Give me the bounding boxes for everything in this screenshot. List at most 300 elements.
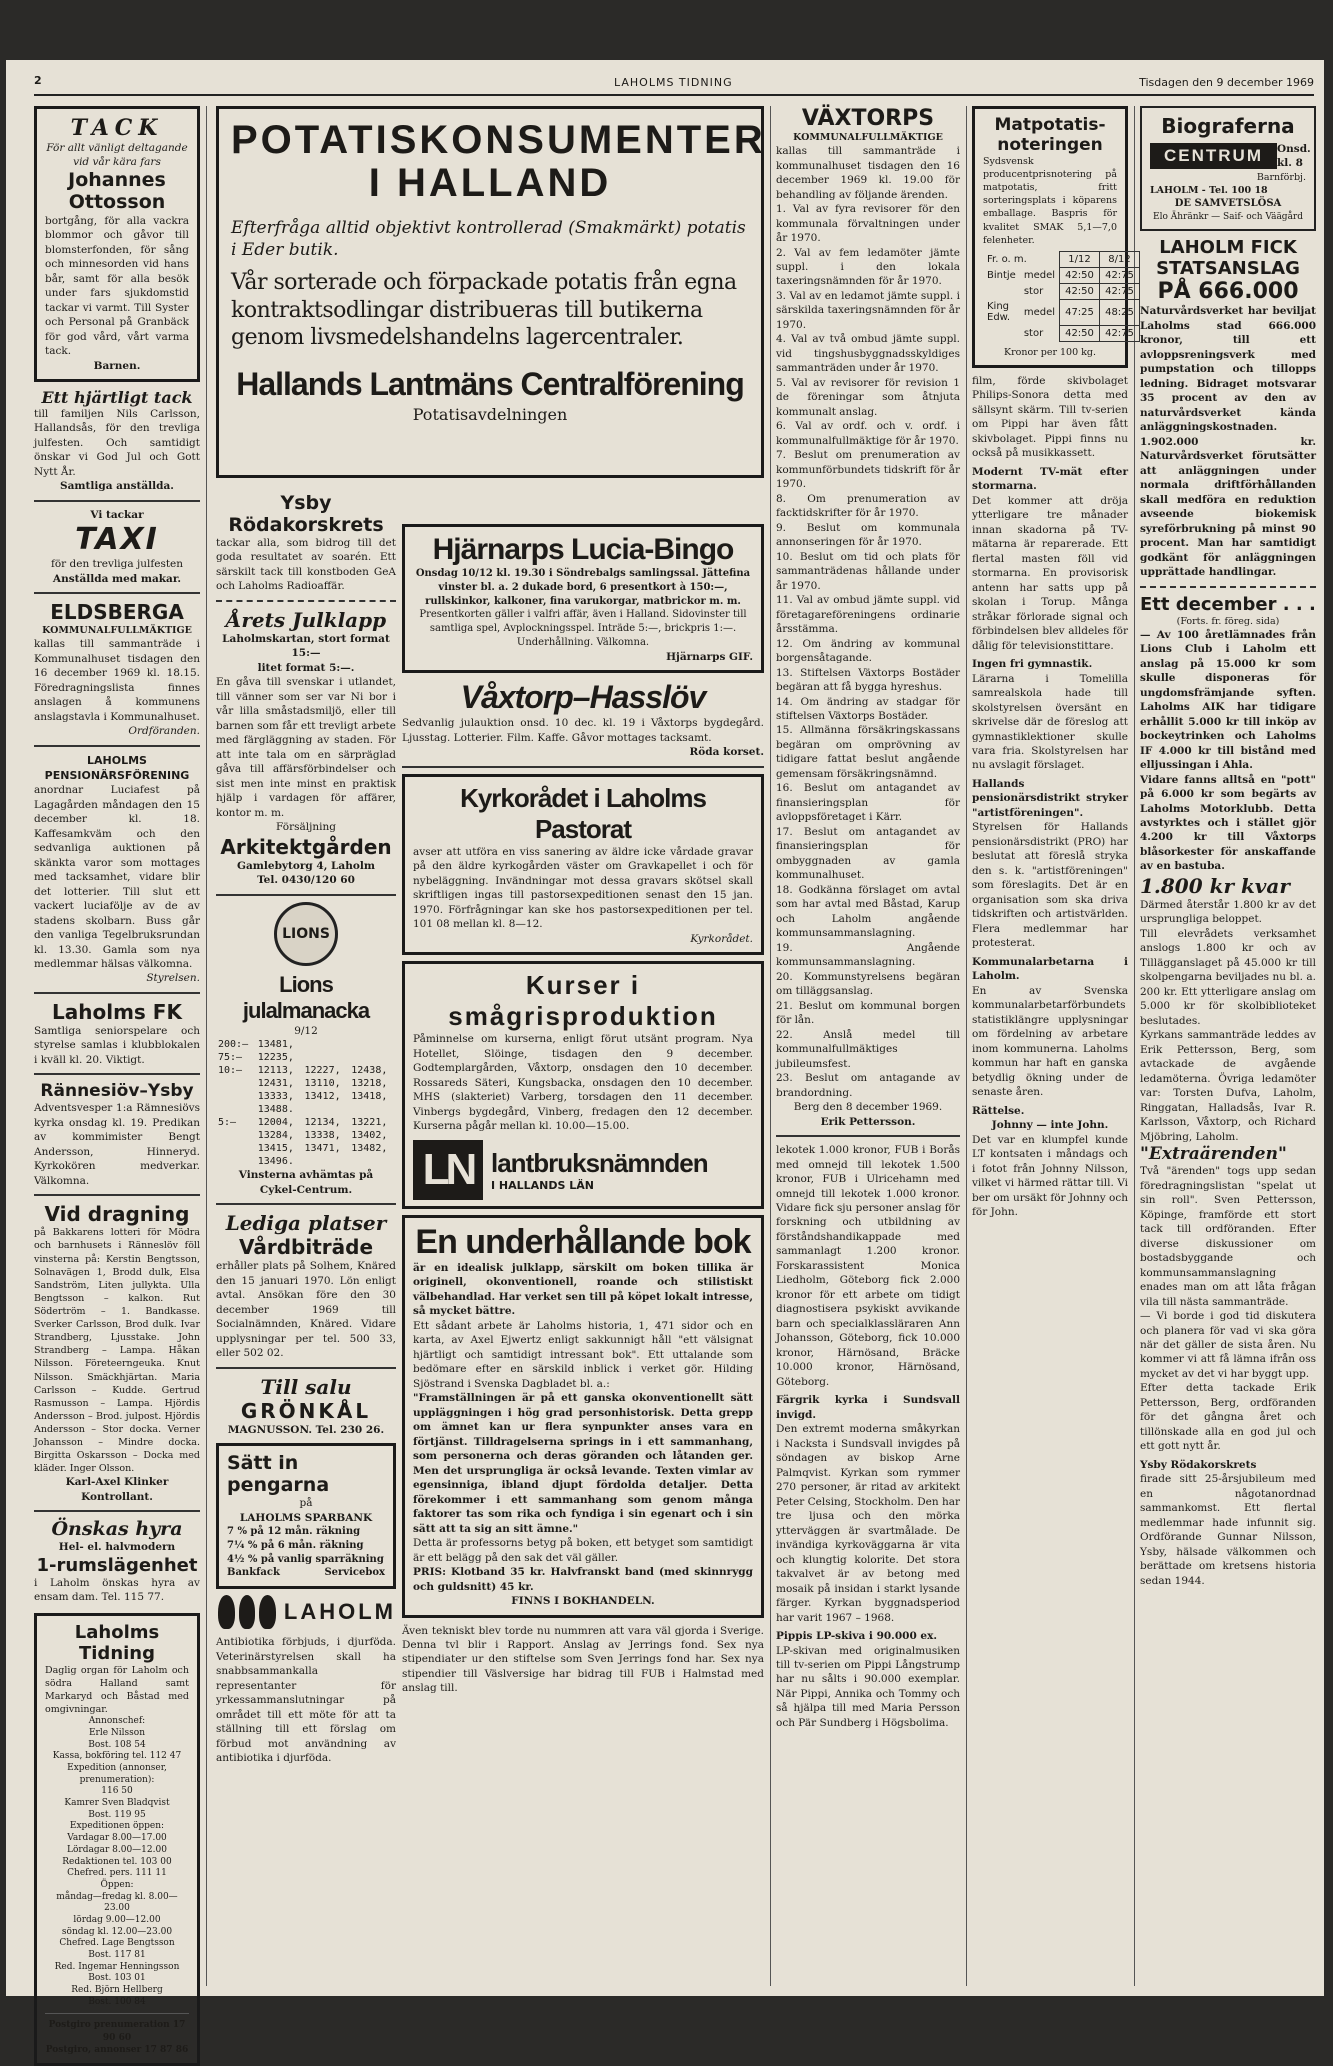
divider [216,894,396,896]
mat-foot: Kronor per 100 kg. [1003,346,1097,358]
divider [402,766,764,768]
table-cell: 13218, [351,1078,388,1090]
hjarnarps-ad [402,524,764,673]
lt-line: Annonschef: [88,1716,146,1727]
table-cell: Fr. o. m. [987,253,1027,265]
divider [34,745,200,747]
table-cell: 13412, [304,1091,341,1103]
pippi-title: Pippis LP-skiva i 90.000 ex. [776,1630,938,1643]
table-cell: 13415, [257,1143,294,1155]
ark-title: Arkitektgården [220,834,392,859]
rannesiov-title: Rännesiöv–Ysby [40,1081,194,1102]
ln-block [413,1140,753,1200]
tack-body: bortgång, för alla vackra blommor och gåvor till blomsterfonden, för sång och minnesorden vid hans bår, samt för alla besök under fars sjukdomstid tackar vi varmt. Till Syster och Personal på Granbäck för god vård, vårt varma tack. [45,214,189,358]
pension-body: anordnar Luciafest på Lagagården måndagen den 15 december kl. 18. Kaffesamkväm och den sedvanliga auktionen på skänkta varor som mottages med tacksamhet, vidare blir det lotterier. Till slut ett vackert luciafölje av de av stadens skolbarn. Buss går den vanliga Tegelbruksrundan kl. 13.30. Gamla som nya medlemmar hälsas välkomna. [34,784,200,970]
table-cell: 42:75 [1100,325,1140,341]
table-cell: 13418, [351,1091,388,1103]
potatis-title-1: POTATISKONSUMENTER [231,118,766,162]
tack-intro: För allt vänligt deltagande vid vår kära fars [46,142,188,169]
fick-title-1: LAHOLM FICK [1159,237,1297,259]
lions-foot-1: Vinsterna avhämtas på [238,1169,374,1182]
extra-body: Två "ärenden" togs upp sedan föredragningslistan "spelat ut sin roll". Sven Pettersson, Köpinge, framförde ett stort tack till ordföranden. Efter diverse diskussioner om bostadsbyggande och kommunsammanslagning enades man om att låta frågan vila till nästa sammanträde. [1140,1165,1316,1308]
list-item: 17. Beslut om antagandet av finansieringsplan för ombyggnaden av gamla kommunalhuset. [776,825,960,882]
jul-fors: Försäljning [276,821,336,834]
body-5: film, förde skivbolaget Philips-Sonora detta med sällsynt skärm. Till tv-serien om Pippi har även fått skivbolaget. Pippi finns nu också på musikkassett. [972,374,1128,460]
taxi-sign: Anställda med makar. [52,572,182,585]
table-row [216,1103,396,1116]
lt-line: 116 50 [101,1786,133,1797]
fick-body: Naturvårdsverket har beviljat Laholms stad 666.000 kronor, till ett avloppsreningsverk med pumpstation och tillopps ledning. Bidraget motsvarar 35 procent av den av naturvårdsverket kända anläggningskostnaden. 1.902.000 kr. Naturvårdsverket förutsätter att anläggningen under normala driftförhållanden skall medföra en reduktion avseende biokemisk syreförbrukning på minst 90 procent. Man har samtidigt godkänt för anläggningen upprättade handlingar. [1140,305,1316,579]
divider [216,1367,396,1369]
table-cell [302,1051,349,1064]
lt-line: Lördagar 8.00—12.00 [67,1844,167,1855]
dragning-title: Vid dragning [44,1202,190,1227]
table-cell: 12134, [304,1117,341,1129]
potatis-sub: Efterfråga alltid objektivt kontrollerad (Smakmärkt) potatis i Eder butik. [231,218,746,261]
table-cell: 5:— [218,1117,237,1129]
table-cell: 12004, [257,1117,294,1129]
table-row [216,1038,396,1051]
jul-price-2: litet format 5:—. [257,661,355,674]
lt-line: Red. Ingemar Henningsson [54,1961,180,1972]
fk-body: Samtliga seniorspelare och styrelse samlas i klubblokalen i kväll kl. 20. Viktigt. [34,1024,200,1066]
fick-title-3: PÅ 666.000 [1157,279,1299,305]
vaxtorps-title: VÄXTORPS [801,106,935,131]
table-cell: 8/12 [1100,251,1140,267]
lt-lines [45,1716,189,2008]
ysby-rk-title: Ysby Rödakorskrets [1140,1458,1257,1471]
potatis-body: Vår sorterade och förpackade potatis från egna kontraktsodlingar distribueras till butikerna genom livsmedelshandelns lagercentraler. [231,270,737,351]
biograferna-box [1140,106,1316,231]
lt-line: Expeditionen öppen: [69,1821,165,1832]
table-cell: 13496. [257,1156,294,1168]
table-row [983,299,1140,325]
bok-body-4: Detta är professorns betyg på boken, ett betyget som samtidigt är ett belägg på den sak det väl gäller. [413,1537,753,1564]
divider [34,992,200,994]
list-item: 19. Angående kommunsammanslagning. [776,941,960,969]
bottom-body-2: Antibiotika förbjuds, i djurföda. Veterinärstyrelsen skall ha snabbsammankalla representanter för yrkessammanslutningar på området till ett möte för att ta ställning till ett förslag om förbud mot användning av antibiotika i djurföda. [216,1636,396,1765]
table-cell: 200:— [218,1039,249,1051]
lt-line: Vardagar 8.00—17.00 [67,1833,167,1844]
table-cell [216,1155,256,1168]
divider [34,1073,200,1075]
centrum-cast: Elo Ähränkr — Saif- och Väägård [1153,211,1303,222]
table-cell: 13284, [257,1130,294,1142]
ark-tel: Tel. 0430/120 60 [257,874,355,887]
salu-title: Till salu [260,1374,352,1399]
column-6 [1140,106,1316,1986]
lions-date: 9/12 [294,1024,318,1037]
divider [34,592,200,594]
tack-name: Johannes Ottosson [68,168,166,213]
column-rule [206,106,207,1986]
tack-sign: Barnen. [93,359,141,372]
satt-on: på [299,1497,313,1510]
table-cell: 1/12 [1060,251,1100,267]
table-row [983,251,1140,267]
list-item: 23. Beslut om antagande av brandordning. [776,1072,960,1099]
divider [34,1510,200,1512]
table-row [216,1142,396,1155]
ln-name: lantbruksnämnden [491,1147,708,1178]
table-row [216,1051,396,1064]
vaxtorps-intro: kallas till sammanträde i kommunalhuset tisdagen den 16 december 1969 kl. 19.00 för behandling av följande ärenden. [776,145,960,201]
lt-line: Bost. 108 54 [88,1739,146,1750]
vaxtorps-agenda [776,202,960,1100]
lt-line: lördag 9.00—12.00 [73,1914,161,1925]
hjarnarps-title: Hjärnarps Lucia-Bingo [432,533,734,566]
tv-title: Modernt TV-mät efter stormarna. [972,465,1128,493]
page-number: 2 [34,74,42,87]
lt-line: söndag kl. 12.00—23.00 [61,1926,173,1937]
ln-text [491,1148,708,1192]
table-cell: 12113, [257,1065,294,1077]
table-cell [216,1090,256,1103]
column-5 [972,106,1134,1986]
table-cell [302,1103,349,1116]
table-cell: 13471, [304,1143,341,1155]
pension-title: LAHOLMS PENSIONÄRSFÖRENING [44,753,190,783]
satt-title-2: pengarna [227,1474,330,1497]
column-rule [966,106,967,1986]
list-item: 1. Val av fyra revisorer för den kommunala förvaltningen under år 1970. [776,203,960,245]
table-cell [349,1038,396,1051]
ln-logo-icon: LN [413,1140,483,1200]
table-cell: 12438, [351,1065,388,1077]
satt-bankfack: Bankfack [227,1567,280,1579]
dragning-sign: Karl-Axel Klinker Kontrollant. [65,1476,169,1503]
table-cell: 13488. [257,1104,294,1116]
hjarnarps-sign: Hjärnarps GIF. [666,650,753,663]
table-cell [216,1142,256,1155]
vaxtorp-hasslov-body: Sedvanlig julauktion onsd. 10 dec. kl. 19 i Våxtorps bygdegård. Ljusstag. Lotterier. Film. Kaffe. Gåvor mottages tacksamt. [402,717,764,744]
bok-title: En underhållande bok [415,1222,751,1261]
mat-title-1: Matpotatis- [994,115,1106,135]
fish-emblem-icon [239,1595,256,1629]
lt-line: Chefred. pers. 111 11 [67,1868,167,1879]
bio-title: Biograferna [1161,114,1295,138]
extra-body-2: — Vi borde i god tid diskutera och planera för vad vi ska göra när det gäller de sista åren. Nu kommer vi att få lämna ifrån oss mycket av det vi har byggt upp. [1140,1310,1316,1380]
hjart-sign: Samtliga anställda. [60,480,174,493]
list-item: 2. Val av fem ledamöter jämte suppl. i den lokala taxeringsnämnden för år 1970. [776,246,960,288]
extra-body-3: Efter detta tackade Erik Pettersson, Berg, ordföranden för det gångna året och tillönskade alla en god jul och ett gott nytt år. [1140,1382,1316,1453]
list-item: 12. Om ändring av kommunal borgensåtagande. [776,637,960,665]
komm-body: En av Svenska kommunalarbetarförbundets statistiklängre upplysningar om fördelning av arbetare inom kommunerna. Laholms kommun har haft en ganska betydlig ökning under de senaste åren. [972,984,1128,1099]
table-cell: 48:25 [1100,299,1140,325]
column-2 [216,492,396,1986]
table-cell: King Edw. [987,301,1011,324]
table-row [983,267,1140,283]
centrum-info: Onsd. kl. 8 [1277,143,1311,170]
dec-body: — Av 100 åretlämnades från Lions Club i Laholm ett anslag på 15.000 kr som skulle disponeras för ungdomsfrämjande syften. Laholms AIK har tidigare erhållit 5.000 kr till inköp av bockeytrinken och Laholms IF 4.000 kr till bistånd med elljussingan i Ahla. [1140,628,1316,772]
lt-foot-1: Postgiro prenumeration 17 90 60 [48,2020,186,2043]
table-row [216,1129,396,1142]
farg-title: Färgrik kyrka i Sundsvall invigd. [776,1394,960,1421]
list-item: 10. Beslut om tid och plats för sammanträdenas hållande under år 1970. [776,550,960,592]
table-cell: 42:50 [1060,267,1100,283]
farg-body: Den extremt moderna småkyrkan i Nacksta i Sundsvall invigdes på söndagen av biskop Arne Palmqvist. Kyrkan som rymmer 270 personer, är ritad av arkitekt Peter Celsing, Stockholm. Den har tre ljusa och den mörka ytterväggen är svartmålade. De invändiga kyrkoväggarna är vita och klungtig kolorite. Det stora takvalvet är av betong med mosaik på insidan i starkt lysande färger. Kyrkan byggnadsperiod har varit 1967 – 1968. [776,1423,960,1624]
table-cell: medel [1023,269,1055,281]
gronkal-title: GRÖNKÅL [240,1398,372,1423]
eldsberga-body: kallas till sammanträde i Kommunalhuset tisdagen den 16 december 1969 kl. 18.15. Föredragningslista finnes anslagen å kommunens anslagstavla i Kommunalhuset. [34,638,200,723]
centrum-age: Barnförbj. [1256,171,1306,183]
kvar-body: Därmed återstår 1.800 kr av det ursprungliga beloppet. [1140,898,1316,926]
mat-intro: Sydsvensk producentprisnotering på matpotatis, fritt sorteringsplats i köparens emballage. Baspris för kvalitet SMAK 5,1—7,0 felenheter. [983,156,1117,246]
bok-body-2: Ett sådant arbete är Laholms historia, 1, 471 sidor och en karta, av Axel Ejwertz enligt sakkunnigt håll "ett välsignat hjärtligt och samtidigt intressant bok". Ett uttalande som bedömare efter en särskild inblick i verket gör. Hilding Sjöstrand i Svenska Dagbladet bl. a.: [413,1319,753,1390]
vaxtorps-sub: KOMMUNALFULLMÄKTIGE [793,132,943,143]
ratt-sub: Johnny — inte John. [991,1119,1109,1132]
satt-rate-4 [227,1566,385,1580]
onskas-body: i Laholm önskas hyra av ensam dam. Tel. 115 77. [34,1576,200,1604]
table-cell: 13333, [257,1091,294,1103]
newspaper-page [6,60,1324,2056]
fish-emblem-icon [218,1595,235,1629]
dragning-body: på Bakkarens lotteri för Mödra och barnhusets i Ränneslöv föll vinsterna på: Kerstin Bengtsson, Solnavägen 1, Brodd dulk, Elsa Sandström, Liten jullykta. Ulla Bengtsson – kalkon. Rut Södertröm – 1. Bandkasse. Sverker Carlsson, Brod dulk. Ivar Strandberg, Ljusstake. John Strandberg – Lampa. Håkan Nilsson. Företeerngeuka. Knut Nilsson. Smäckhjärtan. Maria Carlsson – Kudde. Gertrud Rasmusson – Lampa. Hjördis Andersson – Brod. julpost. Hjördis Andersson – Stor docka. Verner Johansson – Mindre docka. Birgitta Oskarsson – Docka med kläder. Inger Olsson. [34,1227,200,1475]
mat-table [983,251,1140,342]
table-cell [216,1129,256,1142]
table-cell: 13338, [304,1130,341,1142]
table-cell: medel [1023,306,1055,318]
divider [45,2013,189,2014]
table-cell [983,325,1020,341]
kvar-title: 1.800 kr kvar [1140,873,1290,898]
centrum-film: DE SAMVETSLÖSA [1174,198,1282,210]
table-cell [349,1155,396,1168]
list-item: 7. Beslut om prenumeration av kommunförbundets tidskrift för år 1970. [776,449,960,491]
laholm-logo-block [216,1595,396,1629]
satt-rate-1: 7 % på 12 mån. räkning [227,1525,361,1537]
list-item: 22. Anslå medel till kommunalfullmäktiges jubileumsfest. [776,1028,960,1070]
laholm-logo-text: LAHOLM [283,1599,397,1625]
gym-title: Ingen fri gymnastik. [972,658,1093,671]
ratt-body: Det var en klumpfel kunde LT kontsaten i måndags och i fotot från Johnny Nilsson, vilket vi härmed rättar till. Vi ber om ursäkt för Johnny och för John. [972,1133,1128,1218]
bok-body-3: "Framställningen är på ett ganska okonventionellt sätt uppläggningen i hög grad personhistorisk. Detta grepp om ämnet kan ur flera synpunkter anses vara en förtjänst. Tilldragelserna springs in i ett sammanhang, som personerna och deras göranden och låtanden ger. Men det ursprungliga är också levande. Texten vimlar av egensinniga, ibland djupt fördolda detaljer. Detta förekommer i ett sammanhang som genom många faktorer tas som rika och fyndiga i sin egenart och i sin sätt att ta sig an sitt ämne." [413,1392,753,1535]
column-4 [776,106,960,1986]
gronkal-body: MAGNUSSON. Tel. 230 26. [227,1423,385,1436]
jul-sub: Laholmskartan, stort format [222,632,390,645]
lt-line: Öppen: [100,1879,134,1890]
hjarnarps-body-2: Presentkorten gäller i valfri affär, även i Halland. Sidovinster till samtliga spel, Avplockningsspel. Inträde 5:—, brickpris 1:—. Underhållning. Välkomna. [419,609,747,648]
rannesiov-body: Adventsvesper 1:a Rämnesiövs kyrka onsdag kl. 19. Predikan av kommimister Bengt Andersson, Hinneryd. Kyrkokören medverkar. Välkomna. [34,1102,200,1187]
column-rule [770,106,771,1986]
kurser-body: Påminnelse om kurserna, enligt förut utsänt program. Nya Hotellet, Slöinge, tisdagen den 9 december. Godtemplargården, Våxtorp, onsdagen den 10 december. Rossareds Säteri, Kungsbacka, onsdagen den 10 december. MHS (slakteriet) Varberg, torsdagen den 11 december. Vinbergs bygdegård, Vinberg, fredagen den 12 december. Kurserna pågår mellan kl. 10.00—15.00. [413,1033,753,1133]
lt-line: Bost. 119 95 [88,1809,146,1820]
table-cell: 42:75 [1100,283,1140,299]
list-item: 3. Val av en ledamot jämte suppl. i särskilda taxeringsnämnden för år 1970. [776,289,960,331]
list-item: 15. Allmänna försäkringskassans begäran om omprövning av tidigare fattat beslut angående gemensam försäkringsnämnd. [776,724,960,780]
fk-title: Laholms FK [52,999,182,1024]
vard-title: Vårdbiträde [238,1235,374,1260]
lions-table [216,1038,396,1168]
onskas-sub: Hel- el. halvmodern [58,1541,176,1554]
vaxtorp-hasslov-title: Våxtorp–Hasslöv [460,679,706,716]
sparbank-ad [216,1443,396,1589]
jul-price-1: 15:— [291,647,321,660]
gym-body: Lärarna i Tomelilla samrealskola hade till skolstyrelsen översänt en skrivelse där de föreslog att gymnastiklektioner skulle vara fria. Skolstyrelsen har nu avslagit förslaget. [972,672,1128,772]
list-item: 11. Val av ombud jämte suppl. vid företagareföreningens ordinarie årsstämma. [776,594,960,636]
list-item: 6. Val av ordf. och v. ordf. i kommunalfullmäktige för år 1970. [776,420,960,447]
table-cell [216,1103,256,1116]
column-1 [34,106,200,2056]
table-cell: stor [1023,327,1044,339]
divider [216,600,396,602]
lower-body-4: lekotek 1.000 kronor, FUB i Borås med omnejd till lekotek 1.500 kronor, FUB i Ulricehamn med omnejd till lekotek 1.000 kronor. Vidare fick sju personer anslag för forskning och utbildning av förståndshandikappade med sammanlagt 1.200 kronor. Forskarassistent Monica Liedholm, Göteborg fick 2.000 kronor för ett arbete om tidigt diagnostisera psykiskt avvikande barn och specialklassläraren Ann Johansson, Göteborg, fick 10.000 kronor, Härnösand, Bräcke 10.000 kronor, Härnösand, Göteborg. [776,1144,960,1388]
list-item: 18. Godkänna förslaget om avtal som har avtal med Båstad, Karup och Laholm angående kommunsammanslagning. [776,883,960,940]
potatis-dept: Potatisavdelningen [412,404,568,424]
table-cell: 42:50 [1060,283,1100,299]
list-item: 14. Om ändring av stadgar för stiftelsen Växtorps Bostäder. [776,695,960,722]
jul-title: Årets Julklapp [225,607,387,632]
taxi-pre: Vi tackar [90,508,144,521]
lt-line: Kassa, bokföring tel. 112 47 [52,1751,182,1762]
table-row [216,1064,396,1077]
satt-rate-3: 4½ % på vanlig sparräkning [227,1553,384,1565]
table-cell: Bintje [987,269,1016,281]
table-row [983,283,1140,299]
kyrkoradet-body: avser att utföra en viss sanering av äldre icke vårdade gravar på den äldre kyrkogården väster om Gravkapellet i och för nybeläggning. Invändningar mot dessa gravars skötsel skall skriftligen ingas till pastorsexpeditionen senast den 15 jan. 1970. Förfrågningar kan ske hos pastorsexpeditionen per tel. 101 08 mellan kl. 8—12. [413,845,753,931]
table-cell: 75:— [218,1052,243,1064]
table-cell: 13482, [351,1143,388,1155]
table-row [983,325,1140,341]
bok-body-1: är en idealisk julklapp, särskilt om boken tillika är originell, okonventionell, roande och stilistiskt välbehandlad. Har verket sen till på köpet lokalt intresse, så mycket bättre. [413,1261,753,1318]
bok-sign: FINNS I BOKHANDELN. [511,1595,655,1608]
lt-line: Erle Nilsson [88,1727,146,1738]
potatis-ad-box [216,106,764,478]
lt-info-box [34,1613,200,2066]
centrum-logo: CENTRUM [1150,143,1277,169]
pens-body: Styrelsen för Hallands pensionärsdistrikt (PRO) har beslutat att föreslå stryka den s. k. "artistföreningen" som föreslagits. Det är en organisation som ska driva tidskriften och artistvärlden. Flera medlemmar har protesterat. [972,821,1128,950]
fick-title-2: STATSANSLAG [1156,258,1300,280]
divider [34,500,200,502]
lt-foot-2: Postgiro, annonser 17 87 86 [45,2045,189,2056]
lediga-title: Lediga platser [225,1211,387,1236]
issue-date: Tisdagen den 9 december 1969 [1139,76,1314,89]
fish-emblem-icon [259,1595,276,1629]
divider [216,1203,396,1205]
table-cell [216,1077,256,1090]
table-cell: 13402, [351,1130,388,1142]
eldsberga-sign: Ordföranden. [128,725,200,738]
satt-bank: LAHOLMS SPARBANK [239,1511,373,1524]
ysby-body: tackar alla, som bidrog till det goda resultatet av soarén. Ett särskilt tack till konstboden GeA och Laholms Radioaffär. [216,537,396,593]
table-cell: 42:75 [1100,267,1140,283]
table-cell: 13110, [304,1078,341,1090]
ratt-title: Rättelse. [972,1104,1025,1117]
lt-line: Bost. 100 84 [88,1996,146,2007]
divider [1140,586,1316,588]
masthead [34,74,1314,96]
divider [776,1135,960,1137]
matpotatis-box [972,106,1134,368]
taxi-title: TAXI [75,522,159,558]
potatis-org: Hallands Lantmäns Centralförening [236,365,744,402]
extra-title: "Extraärenden" [1140,1144,1287,1165]
list-item: 16. Beslut om antagandet av finansieringsplan för avloppsföretaget i Kärr. [776,782,960,824]
table-cell [302,1155,349,1168]
kyrkoradet-sign: Kyrkorådet. [690,932,753,945]
table-row [216,1077,396,1090]
vard-body: erhåller plats på Solhem, Knäred den 15 januari 1970. Lön enligt avtal. Ansökan före den 30 december 1969 till Socialnämnden, Knäred. Vidare upplysningar per tel. 500 33, eller 502 02. [216,1260,396,1360]
table-row [216,1116,396,1129]
satt-rate-2: 7¼ % på 6 mån. räkning [227,1539,364,1551]
kyrkoradet-title: Kyrkorådet i Laholms Pastorat [460,782,706,844]
potatis-ad [216,106,764,486]
pension-sign: Styrelsen. [146,972,200,985]
lt-line: Bost. 117 81 [88,1950,146,1961]
table-cell [349,1051,396,1064]
komm-title: Kommunalarbetarna i Laholm. [972,955,1128,983]
centrum-tel: LAHOLM - Tel. 100 18 [1150,185,1268,197]
dec-body-2: Vidare fanns alltså en "pott" på 6.000 kr som begärts av Laholms Motorklubb. Detta avstyrktes och i stället gjör 4.200 kr till Våxtorps blåsorkester för anskaffande av en bastuba. [1140,773,1316,873]
vaxtorps-date: Berg den 8 december 1969. [793,1101,943,1114]
table-row [216,1090,396,1103]
list-item: 13. Stiftelsen Växtorps Bostäder begäran att få bygga hyreshus. [776,666,960,694]
hjart-title: Ett hjärtligt tack [41,387,193,407]
table-cell: 42:50 [1060,325,1100,341]
lt-line: måndag—fredag kl. 8.00—23.00 [56,1891,178,1914]
lt-line: Chefred. Lage Bengtsson [59,1938,175,1949]
lions-title: Lions julalmanacka [242,971,370,1023]
ark-addr: Gamlebytorg 4, Laholm [237,859,375,872]
bok-ad [402,1215,764,1618]
hjart-body: till familjen Nils Carlsson, Hallandsås, för den trevliga julfesten. Och samtidigt önskar vi God Jul och Gott Nytt År. [34,407,200,478]
taxi-body: för den trevliga julfesten [50,558,184,571]
divider [34,1194,200,1196]
table-cell [349,1103,396,1116]
lt-line: Bost. 103 01 [88,1973,146,1984]
column-rule [1134,106,1135,1986]
ysby-rk-body: firade sitt 25-årsjubileum med en någotanordnad sammankomst. Ett flertal medlemmar hade infunnit sig. Ordförande Gunnar Nilsson, Ysby, hälsade välkommen och berättade om kretsens historia sedan 1944. [1140,1473,1316,1587]
vaxtorp-hasslov-sign: Röda korset. [689,746,764,759]
list-item: 9. Beslut om kommunala annonseringen för år 1970. [776,521,960,549]
table-cell: 12227, [304,1065,341,1077]
tack-notice [34,106,200,382]
kurser-title-1: Kurser i [525,970,641,1001]
centrum-row [1150,142,1311,171]
lt-line: Expedition (annonser, prenumeration): [67,1763,167,1785]
lt-title: Laholms Tidning [74,1621,160,1664]
table-cell: 13481, [257,1039,294,1051]
lt-body: Daglig organ för Laholm och södra Halland samt Markaryd och Båstad med omgivningar. [45,1664,189,1716]
onskas-big: 1-rumslägenhet [36,1554,198,1576]
bottom-body-3: Även tekniskt blev torde nu nummren att vara väl gjorda i Sverige. Denna tvl blir i Rapport. Anslag av Jerrings fond. Sex nya stipendiater ur den stiftelse som Sven Jerrings fond har. Sex nya stipendier till Väslversige har bidrag till FUB i Halmstad med anslag till. [402,1624,764,1695]
list-item: 20. Kommunstyrelsens begäran om tilläggsanslag. [776,970,960,998]
lions-foot-2: Cykel-Centrum. [259,1183,353,1196]
satt-servicebox: Servicebox [324,1567,385,1579]
table-row [216,1155,396,1168]
onskas-title: Önskas hyra [51,1518,183,1541]
table-cell [983,283,1020,299]
dec-sub: (Forts. fr. föreg. sida) [1176,615,1280,627]
hjarnarps-body: Onsdag 10/12 kl. 19.30 i Söndrebalgs samlingssal. Jättefina vinster bl. a. 2 dukade bord, 6 presentkort à 150:—, rullskinkor, kalkoner, fina varukorgar, matbrickor m. m. [415,568,751,607]
pens-title: Hallands pensionärsdistrikt stryker "artistföreningen". [972,777,1128,819]
column-3 [402,524,764,1986]
mat-title-2: noteringen [997,135,1103,155]
ysby-title-1: Ysby [280,492,332,514]
list-item: 21. Beslut om kommunal borgen för lån. [776,999,960,1027]
ln-sub: I HALLANDS LÄN [491,1178,594,1192]
table-cell: 10:— [218,1065,243,1077]
table-cell: 47:25 [1060,299,1100,325]
table-cell: stor [1023,285,1044,297]
kurser-ad [402,961,764,1208]
table-cell: 12431, [257,1078,294,1090]
list-item: 4. Val av två ombud jämte suppl. vid tingshusbyggnadsskyldiges sammanträden under år 1970. [776,333,960,375]
newspaper-name: LAHOLMS TIDNING [614,76,733,89]
potatis-title-2: I HALLAND [368,161,612,205]
lt-line: Kamrer Sven Bladqvist [64,1798,170,1809]
tack-title: TACK [70,115,164,141]
